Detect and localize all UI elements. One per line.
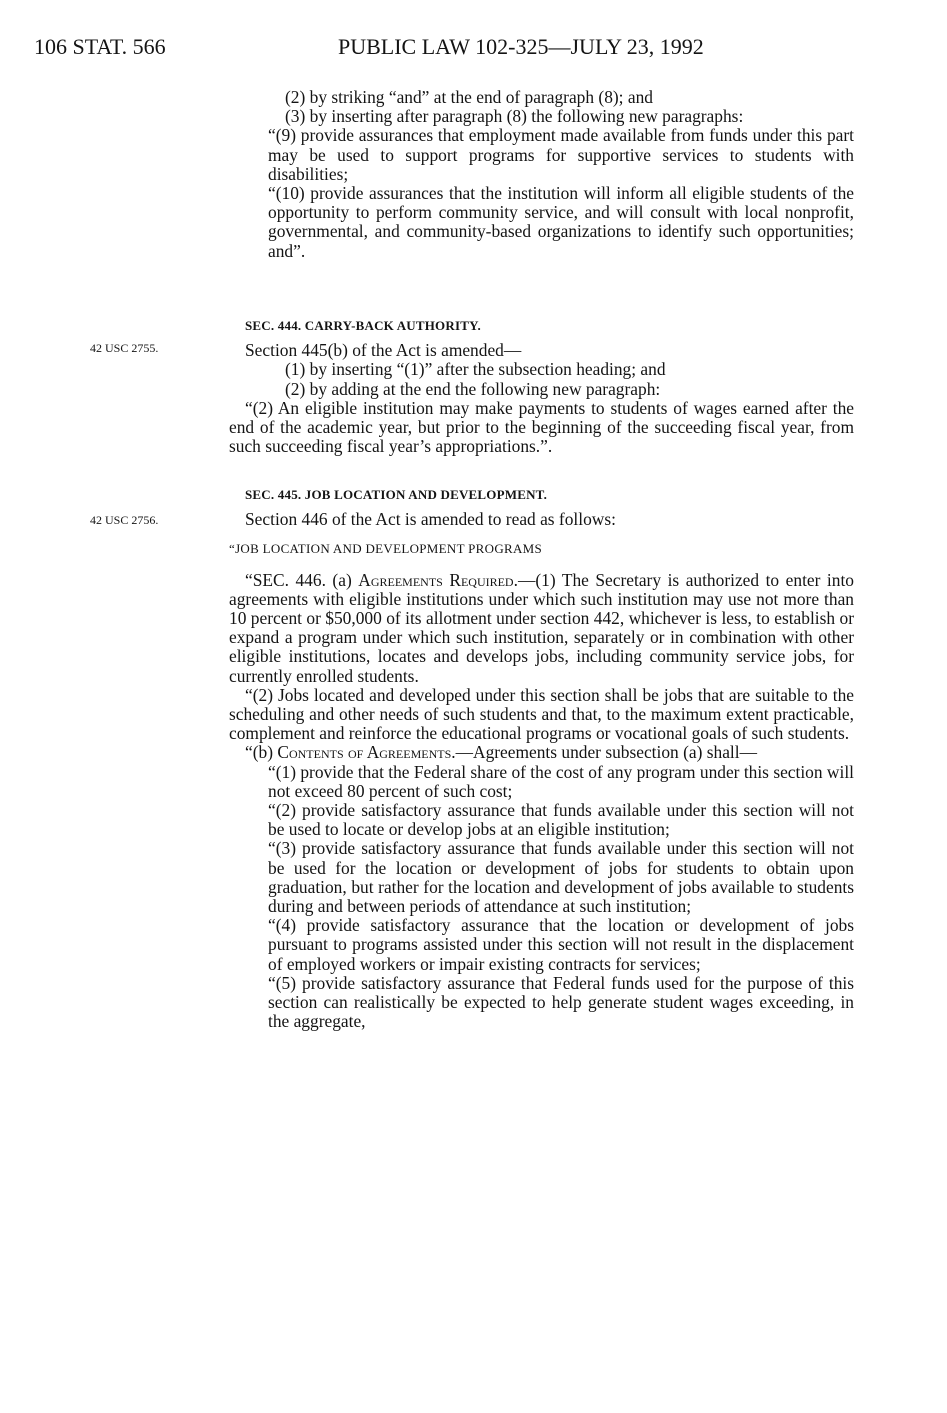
list-item: “(4) provide satisfactory assurance that the location or development of jobs pursuant to programs assisted under this section will not result in the displacement of employed workers or impair existing contracts for services; bbox=[268, 915, 854, 974]
list-item: “(2) provide satisfactory assurance that funds available under this section will not be used to locate or develop jobs at an eligible institution; bbox=[268, 800, 854, 840]
list-item: “(3) provide satisfactory assurance that funds available under this section will not be used for the location or development of jobs for students to obtain upon graduation, but rather for the location and development of jobs available to students during and between periods of attendance at such institution; bbox=[268, 838, 854, 917]
list-item: “(5) provide satisfactory assurance that Federal funds used for the purpose of this section can realistically be expected to help generate student wages exceeding, in the aggregate, bbox=[268, 972, 854, 1032]
text: “(b) bbox=[245, 742, 278, 763]
paragraph: “(2) Jobs located and developed under this section shall be jobs that are suitable to the scheduling and other needs of such students and that, to the maximum extent practicable, complement and reinforce the educational programs or vocational goals of such students. bbox=[229, 684, 854, 744]
section-444 bbox=[229, 316, 854, 456]
text: “SEC. 446. (a) bbox=[245, 569, 359, 590]
paragraph: “(10) provide assurances that the institution will inform all eligible students of the opportunity to perform community service, and will consult with local nonprofit, governmental, and community-based organizations to identify such opportunities; and”. bbox=[268, 183, 854, 261]
paragraph: (3) by inserting after paragraph (8) the following new paragraphs: bbox=[285, 106, 744, 127]
paragraph: Section 445(b) of the Act is amended— bbox=[245, 340, 522, 361]
paragraph: (2) by striking “and” at the end of paragraph (8); and bbox=[285, 87, 653, 107]
paragraph bbox=[229, 743, 854, 762]
subsection-title: Contents of Agreements bbox=[277, 742, 452, 763]
list-item: “(1) provide that the Federal share of the cost of any program under this section will not exceed 80 percent of such cost; bbox=[268, 761, 854, 801]
paragraph: “(2) An eligible institution may make payments to students of wages earned after the end of the academic year, but prior to the beginning of the succeeding fiscal year, from such succeeding fiscal year’s appropriations.”. bbox=[229, 397, 854, 457]
list-item: (2) by adding at the end the following new paragraph: bbox=[285, 378, 661, 399]
section-heading: SEC. 445. JOB LOCATION AND DEVELOPMENT. bbox=[245, 487, 548, 502]
margin-note-usc-2755: 42 USC 2755. bbox=[90, 341, 159, 355]
law-title: PUBLIC LAW 102-325—JULY 23, 1992 bbox=[338, 34, 704, 59]
subsection-title: Agreements Required bbox=[358, 569, 514, 590]
subsection-heading: “JOB LOCATION AND DEVELOPMENT PROGRAMS bbox=[229, 541, 543, 557]
amendment-block bbox=[229, 88, 854, 261]
margin-note-usc-2756: 42 USC 2756. bbox=[90, 513, 159, 527]
text: .—(1) The Secretary is authorized to enter into agreements with eligible institutions under which such institution may use not more than 10 percent or $50,000 of its allotment under section 442, whichever is less, to establish or expand a program under which such institution, separately or in combination with other eligible institutions, locates and develops jobs, including community service jobs, for currently enrolled students. bbox=[229, 569, 854, 686]
paragraph: “(9) provide assurances that employment made available from funds under this part may be used to support programs for supportive services to students with disabilities; bbox=[268, 125, 854, 184]
stat-reference: 106 STAT. 566 bbox=[34, 34, 166, 59]
paragraph: Section 446 of the Act is amended to read as follows: bbox=[245, 509, 616, 530]
paragraph bbox=[229, 571, 854, 686]
page-header bbox=[0, 34, 947, 64]
text: .—Agreements under subsection (a) shall— bbox=[451, 742, 757, 763]
section-445 bbox=[229, 485, 854, 1031]
list-item: (1) by inserting “(1)” after the subsection heading; and bbox=[285, 359, 666, 380]
section-heading: SEC. 444. CARRY-BACK AUTHORITY. bbox=[245, 318, 481, 333]
